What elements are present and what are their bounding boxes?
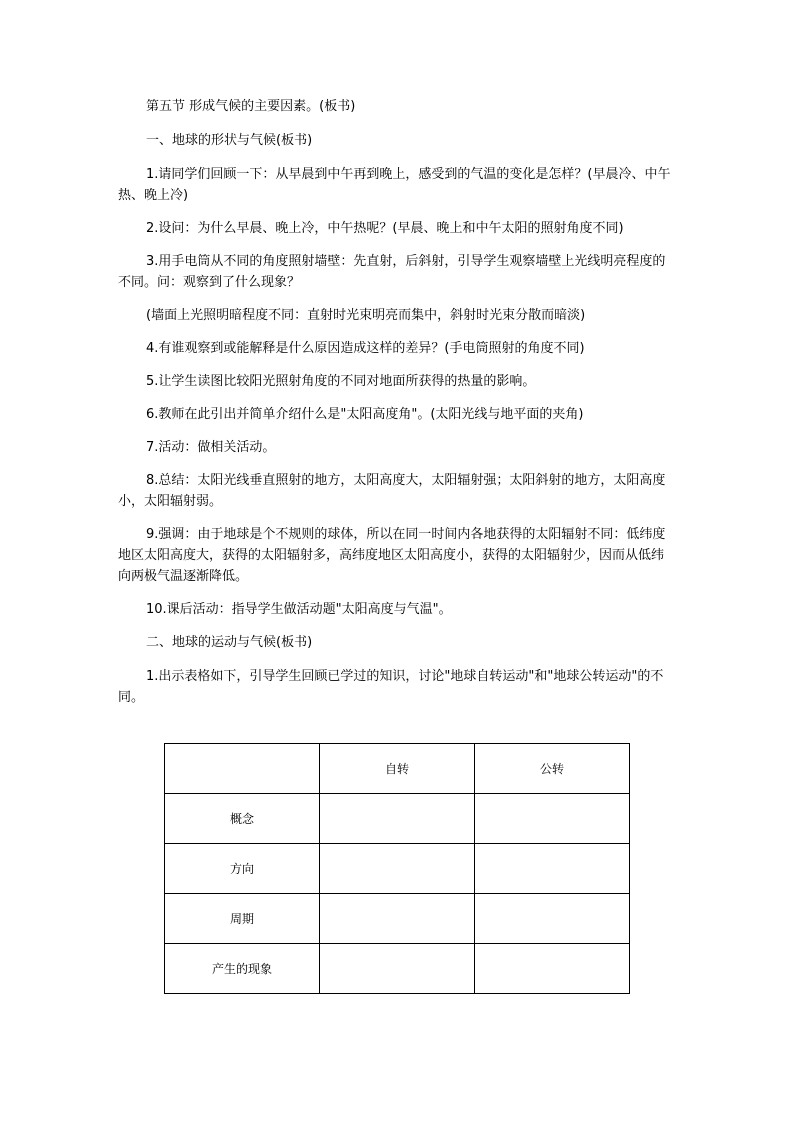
table-row <box>165 894 630 944</box>
table-row-label: 方向 <box>165 844 320 894</box>
table-header-cell <box>165 744 320 794</box>
table-cell <box>320 944 475 994</box>
table-cell <box>320 894 475 944</box>
section1-heading: 一、地球的形状与气候(板书) <box>146 133 313 148</box>
table-cell <box>475 844 630 894</box>
paragraph-8: 8.总结：太阳光线垂直照射的地方，太阳高度大，太阳辐射强；太阳斜射的地方，太阳高度小，太阳辐射弱。 <box>118 473 666 509</box>
table-cell <box>320 794 475 844</box>
table-cell <box>475 944 630 994</box>
table-row <box>165 944 630 994</box>
paragraph-2: 2.设问：为什么早晨、晚上冷，中午热呢？(早晨、晚上和中午太阳的照射角度不同) <box>146 221 624 236</box>
paragraph-7: 7.活动：做相关活动。 <box>146 440 276 455</box>
table-row <box>165 794 630 844</box>
paragraph-1: 1.请同学们回顾一下：从早晨到中午再到晚上，感受到的气温的变化是怎样？(早晨冷、中午热、晚上冷) <box>118 167 671 203</box>
table-header-cell: 公转 <box>475 744 630 794</box>
comparison-table <box>164 743 630 994</box>
paragraph-10: 10.课后活动：指导学生做活动题"太阳高度与气温"。 <box>146 602 452 617</box>
paragraph-3-answer: (墙面上光照明暗程度不同：直射时光束明亮而集中，斜射时光束分散而暗淡) <box>146 308 586 323</box>
section-title: 第五节 形成气候的主要因素。(板书) <box>146 99 356 114</box>
paragraph-5: 5.让学生读图比较阳光照射角度的不同对地面所获得的热量的影响。 <box>146 374 536 389</box>
table-row-label: 产生的现象 <box>165 944 320 994</box>
table-header-row <box>165 744 630 794</box>
document-page <box>118 96 674 720</box>
table-cell <box>475 794 630 844</box>
paragraph-6: 6.教师在此引出并简单介绍什么是"太阳高度角"。(太阳光线与地平面的夹角) <box>146 407 584 422</box>
section2-heading: 二、地球的运动与气候(板书) <box>146 635 313 650</box>
table-row-label: 周期 <box>165 894 320 944</box>
paragraph-3: 3.用手电筒从不同的角度照射墙壁：先直射，后斜射，引导学生观察墙壁上光线明亮程度的不同。问：观察到了什么现象？ <box>118 254 666 290</box>
table-header-cell: 自转 <box>320 744 475 794</box>
paragraph-9: 9.强调：由于地球是个不规则的球体，所以在同一时间内各地获得的太阳辐射不同：低纬度地区太阳高度大，获得的太阳辐射多，高纬度地区太阳高度小，获得的太阳辐射少，因而从低纬向两极气温逐渐降低。 <box>118 527 666 584</box>
table-cell <box>475 894 630 944</box>
table-row-label: 概念 <box>165 794 320 844</box>
table-cell <box>320 844 475 894</box>
paragraph-4: 4.有谁观察到或能解释是什么原因造成这样的差异？(手电筒照射的角度不同) <box>146 341 585 356</box>
paragraph-11: 1.出示表格如下，引导学生回顾已学过的知识，讨论"地球自转运动"和"地球公转运动"的不同。 <box>118 669 664 705</box>
table-row <box>165 844 630 894</box>
